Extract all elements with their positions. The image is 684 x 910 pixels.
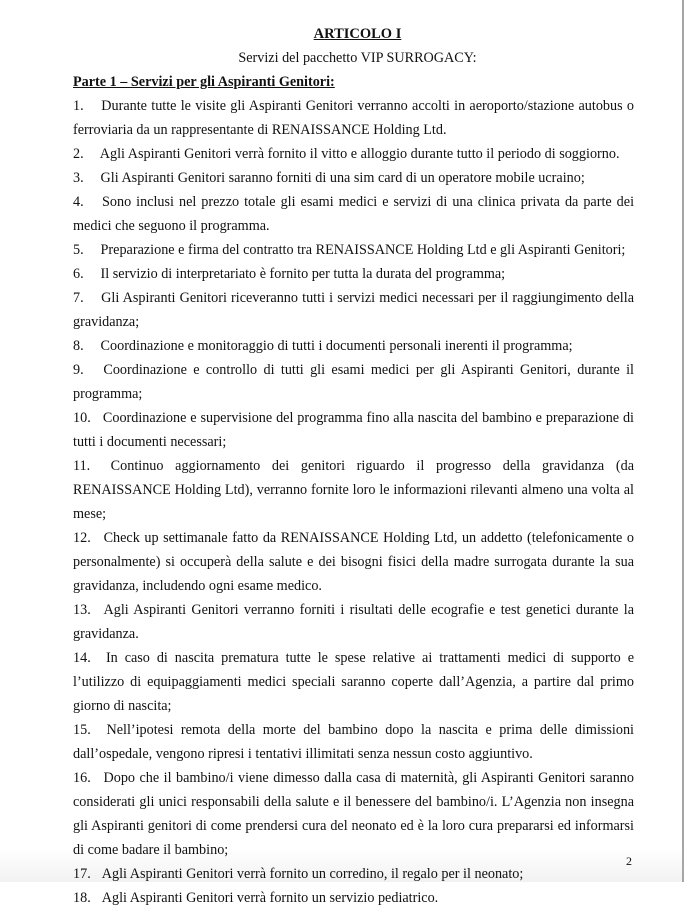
item-number: 13. [73, 602, 91, 618]
item-number: 5. [73, 242, 84, 258]
part-heading: Parte 1 – Servizi per gli Aspiranti Genitori: [73, 74, 335, 90]
item-number: 6. [73, 266, 84, 282]
item-number: 8. [73, 338, 84, 354]
item-text: Durante tutte le visite gli Aspiranti Genitori verranno accolti in aeroporto/stazione autobus o ferroviaria da un rappresentante di RENAISSANCE Holding Ltd. [73, 98, 634, 138]
list-item [73, 166, 634, 190]
item-text: Check up settimanale fatto da RENAISSANCE Holding Ltd, un addetto (telefonicamente o personalmente) si occuperà della salute e dei bisogni fisici della madre surrogata durante la sua gravidanza, includendo ogni esame medico. [73, 530, 634, 594]
list-item [73, 358, 634, 406]
list-item [73, 94, 634, 142]
document-body [73, 22, 634, 910]
list-item [73, 262, 634, 286]
item-text: Agli Aspiranti Genitori verrà fornito il vitto e alloggio durante tutto il periodo di soggiorno. [99, 146, 620, 162]
item-number: 1. [73, 98, 84, 114]
list-item [73, 238, 634, 262]
list-item [73, 190, 634, 238]
list-item [73, 406, 634, 454]
article-title: ARTICOLO I [313, 26, 402, 42]
item-number: 12. [73, 530, 91, 546]
list-item [73, 286, 634, 334]
list-item [73, 862, 634, 886]
item-text: Sono inclusi nel prezzo totale gli esami medici e servizi di una clinica privata da parte dei medici che seguono il programma. [73, 194, 635, 234]
item-number: 7. [73, 290, 84, 306]
item-text: Agli Aspiranti Genitori verrà fornito un corredino, il regalo per il neonato; [101, 866, 524, 882]
item-text: Dopo che il bambino/i viene dimesso dalla casa di maternità, gli Aspiranti Genitori saranno considerati gli unici responsabili della salute e il benessere del bambino/i. L’Agenzia non insegna gli Aspiranti genitori di come prendersi cura del neonato ed è la loro cura prepararsi ed informarsi di come badare il bambino; [73, 770, 634, 858]
services-list [73, 94, 634, 910]
item-number: 14. [73, 650, 91, 666]
item-number: 9. [73, 362, 84, 378]
list-item [73, 886, 634, 910]
item-text: Coordinazione e monitoraggio di tutti i documenti personali inerenti il programma; [100, 338, 573, 354]
item-number: 3. [73, 170, 84, 186]
list-item [73, 334, 634, 358]
list-item [73, 142, 634, 166]
list-item [73, 526, 634, 598]
list-item [73, 598, 634, 646]
item-text: Gli Aspiranti Genitori riceveranno tutti i servizi medici necessari per il raggiungimento della gravidanza; [73, 290, 634, 330]
item-number: 17. [73, 866, 91, 882]
item-number: 15. [73, 722, 91, 738]
item-text: Continuo aggiornamento dei genitori riguardo il progresso della gravidanza (da RENAISSANCE Holding Ltd), verranno fornite loro le informazioni rilevanti almeno una volta al mese; [73, 458, 635, 522]
item-number: 2. [73, 146, 84, 162]
item-number: 11. [73, 458, 91, 474]
item-text: Gli Aspiranti Genitori saranno forniti di una sim card di un operatore mobile ucraino; [100, 170, 585, 186]
item-number: 4. [73, 194, 84, 210]
list-item [73, 454, 634, 526]
item-text: Coordinazione e supervisione del programma fino alla nascita del bambino e preparazione di tutti i documenti necessari; [73, 410, 634, 450]
item-text: Nell’ipotesi remota della morte del bambino dopo la nascita e prima delle dimissioni dall’ospedale, vengono ripresi i tentativi illimitati senza nessun costo aggiuntivo. [73, 722, 634, 762]
item-text: In caso di nascita prematura tutte le spese relative ai trattamenti medici di supporto e l’utilizzo di equipaggiamenti medici speciali saranno coperte dall’Agenzia, a partire dal primo giorno di nascita; [73, 650, 634, 714]
item-number: 16. [73, 770, 91, 786]
list-item [73, 646, 634, 718]
page-number: 2 [626, 854, 632, 868]
item-number: 18. [73, 890, 91, 906]
item-text: Coordinazione e controllo di tutti gli esami medici per gli Aspiranti Genitori, durante il programma; [73, 362, 634, 402]
list-item [73, 766, 634, 862]
item-text: Agli Aspiranti Genitori verrà fornito un servizio pediatrico. [101, 890, 439, 906]
item-text: Agli Aspiranti Genitori verranno forniti i risultati delle ecografie e test genetici durante la gravidanza. [73, 602, 634, 642]
item-text: Il servizio di interpretariato è fornito per tutta la durata del programma; [100, 266, 506, 282]
item-text: Preparazione e firma del contratto tra RENAISSANCE Holding Ltd e gli Aspiranti Genitori; [100, 242, 626, 258]
article-subtitle: Servizi del pacchetto VIP SURROGACY: [238, 50, 477, 66]
list-item [73, 718, 634, 766]
item-number: 10. [73, 410, 91, 426]
